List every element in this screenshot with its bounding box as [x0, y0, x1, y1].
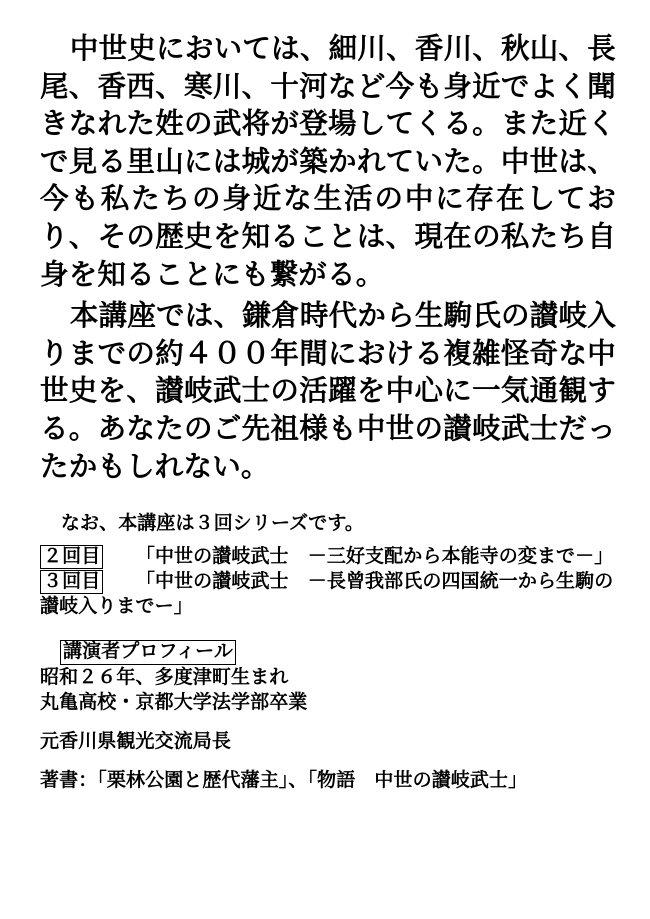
- profile-line-4: 著書：「栗林公園と歴代藩主」、「物語 中世の讃岐武士」: [40, 769, 528, 792]
- profile-heading: 講演者プロフィール: [60, 640, 236, 664]
- series-section: [40, 511, 616, 619]
- profile-section: [40, 639, 616, 793]
- spacer: [40, 715, 616, 729]
- profile-spacer: [40, 619, 616, 639]
- profile-heading-line: [60, 639, 616, 664]
- section-spacer: [40, 485, 616, 511]
- session-line-2: [40, 544, 616, 569]
- main-text-body: [40, 30, 616, 485]
- session-line-3: [40, 569, 616, 620]
- spacer: [40, 754, 616, 768]
- session-title-3: 「中世の讃岐武士 －長曾我部氏の四国統一から生駒の讃岐入りまでー」: [40, 569, 614, 618]
- profile-line-2: 丸亀高校・京都大学法学部卒業: [40, 690, 308, 713]
- profile-line-1: 昭和２６年、多度津町生まれ: [40, 665, 289, 688]
- spacer: [40, 537, 616, 544]
- paragraph-1: 中世史においては、細川、香川、秋山、長尾、香西、寒川、十河など今も身近でよく聞きなれた姓の武将が登場してくる。また近くで見る里山には城が築かれていた。中世は、今も私たちの身近な生活の中に存在しており、その歴史を知ることは、現在の私たち自身を知ることにも繋がる。: [40, 31, 616, 291]
- series-note: なお、本講座は３回シリーズです。: [60, 512, 365, 535]
- paragraph-2: 本講座では、鎌倉時代から生駒氏の讃岐入りまでの約４００年間における複雑怪奇な中世史を、讃岐武士の活躍を中心に一気通観する。あなたのご先祖様も中世の讃岐武士だったかもしれない。: [40, 298, 616, 483]
- session-badge-2: ２回目: [40, 545, 103, 569]
- profile-line-3: 元香川県観光交流局長: [40, 730, 232, 753]
- session-badge-3: ３回目: [40, 570, 103, 594]
- session-title-2: 「中世の讃岐武士 －三好支配から本能寺の変まで－」: [135, 544, 614, 567]
